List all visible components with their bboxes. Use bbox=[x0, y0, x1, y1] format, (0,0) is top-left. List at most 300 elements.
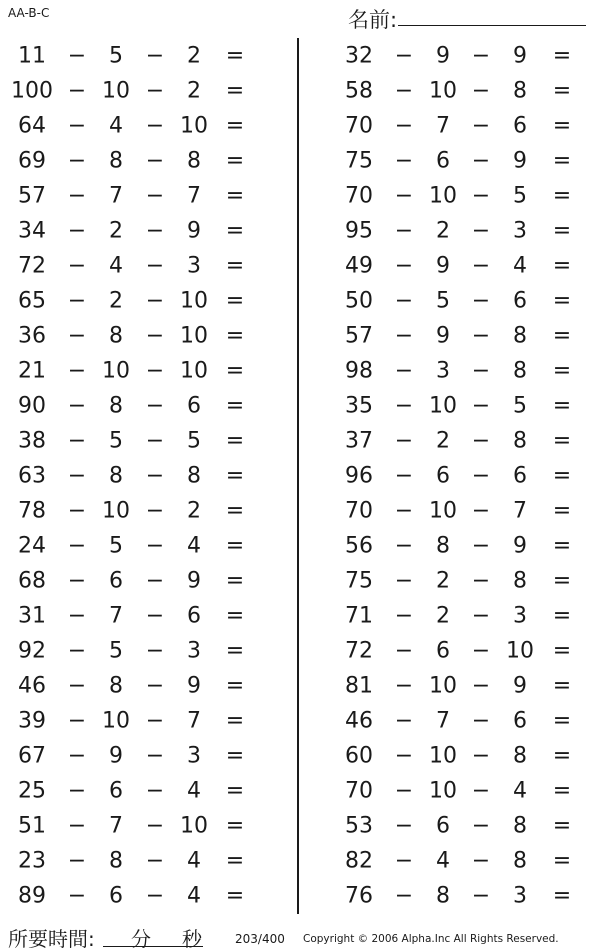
minuend: 58 bbox=[345, 78, 373, 103]
equals-sign: = bbox=[552, 113, 572, 138]
equals-sign: = bbox=[225, 253, 245, 278]
equals-sign: = bbox=[225, 148, 245, 173]
subtrahend-1: 10 bbox=[429, 393, 457, 418]
minuend: 95 bbox=[345, 218, 373, 243]
subtrahend-2: 4 bbox=[513, 253, 527, 278]
equals-sign: = bbox=[552, 673, 572, 698]
minus-sign: − bbox=[394, 463, 414, 488]
minus-sign: − bbox=[67, 568, 87, 593]
minuend: 11 bbox=[18, 43, 46, 68]
minus-sign: − bbox=[145, 568, 165, 593]
minus-sign: − bbox=[145, 463, 165, 488]
problem-row bbox=[298, 773, 593, 808]
equals-sign: = bbox=[552, 253, 572, 278]
subtrahend-1: 3 bbox=[436, 358, 450, 383]
minus-sign: − bbox=[145, 708, 165, 733]
minus-sign: − bbox=[145, 148, 165, 173]
equals-sign: = bbox=[552, 358, 572, 383]
subtrahend-2: 10 bbox=[180, 358, 208, 383]
equals-sign: = bbox=[552, 148, 572, 173]
minus-sign: − bbox=[471, 638, 491, 663]
minuend: 75 bbox=[345, 568, 373, 593]
equals-sign: = bbox=[552, 498, 572, 523]
subtrahend-2: 8 bbox=[513, 323, 527, 348]
subtrahend-2: 6 bbox=[513, 288, 527, 313]
subtrahend-1: 4 bbox=[109, 253, 123, 278]
minuend: 78 bbox=[18, 498, 46, 523]
minuend: 50 bbox=[345, 288, 373, 313]
minus-sign: − bbox=[67, 218, 87, 243]
subtrahend-2: 3 bbox=[513, 218, 527, 243]
subtrahend-1: 10 bbox=[102, 708, 130, 733]
minuend: 21 bbox=[18, 358, 46, 383]
problem-row bbox=[0, 353, 295, 388]
equals-sign: = bbox=[225, 813, 245, 838]
minus-sign: − bbox=[67, 603, 87, 628]
equals-sign: = bbox=[552, 883, 572, 908]
subtrahend-2: 7 bbox=[513, 498, 527, 523]
equals-sign: = bbox=[225, 603, 245, 628]
minus-sign: − bbox=[471, 603, 491, 628]
subtrahend-1: 10 bbox=[429, 673, 457, 698]
subtrahend-1: 4 bbox=[109, 113, 123, 138]
minuend: 70 bbox=[345, 113, 373, 138]
problem-row bbox=[0, 878, 295, 913]
minus-sign: − bbox=[471, 883, 491, 908]
subtrahend-2: 4 bbox=[187, 778, 201, 803]
subtrahend-1: 8 bbox=[436, 883, 450, 908]
minus-sign: − bbox=[394, 498, 414, 523]
equals-sign: = bbox=[225, 463, 245, 488]
subtrahend-2: 5 bbox=[187, 428, 201, 453]
subtrahend-1: 7 bbox=[109, 603, 123, 628]
problem-row bbox=[298, 73, 593, 108]
subtrahend-1: 9 bbox=[436, 253, 450, 278]
subtrahend-2: 5 bbox=[513, 393, 527, 418]
minus-sign: − bbox=[394, 218, 414, 243]
problem-row bbox=[0, 38, 295, 73]
problem-row bbox=[0, 843, 295, 878]
problem-row bbox=[0, 108, 295, 143]
subtrahend-2: 9 bbox=[513, 43, 527, 68]
subtrahend-1: 10 bbox=[429, 778, 457, 803]
minus-sign: − bbox=[471, 813, 491, 838]
subtrahend-1: 10 bbox=[429, 183, 457, 208]
subtrahend-1: 7 bbox=[436, 113, 450, 138]
minus-sign: − bbox=[67, 638, 87, 663]
minuend: 70 bbox=[345, 778, 373, 803]
minus-sign: − bbox=[145, 253, 165, 278]
subtrahend-1: 10 bbox=[429, 78, 457, 103]
subtrahend-2: 5 bbox=[513, 183, 527, 208]
subtrahend-2: 4 bbox=[187, 883, 201, 908]
subtrahend-1: 10 bbox=[102, 78, 130, 103]
equals-sign: = bbox=[225, 883, 245, 908]
page-number: 203/400 bbox=[235, 932, 285, 946]
subtrahend-2: 2 bbox=[187, 78, 201, 103]
subtrahend-2: 7 bbox=[187, 183, 201, 208]
problem-row bbox=[298, 843, 593, 878]
problem-row bbox=[0, 213, 295, 248]
subtrahend-1: 10 bbox=[429, 498, 457, 523]
minuend: 49 bbox=[345, 253, 373, 278]
subtrahend-2: 6 bbox=[513, 113, 527, 138]
subtrahend-2: 9 bbox=[513, 533, 527, 558]
minus-sign: − bbox=[394, 43, 414, 68]
problem-row bbox=[298, 563, 593, 598]
minus-sign: − bbox=[471, 568, 491, 593]
minuend: 57 bbox=[345, 323, 373, 348]
equals-sign: = bbox=[225, 183, 245, 208]
subtrahend-1: 5 bbox=[109, 533, 123, 558]
minus-sign: − bbox=[67, 288, 87, 313]
equals-sign: = bbox=[552, 533, 572, 558]
subtrahend-1: 6 bbox=[109, 568, 123, 593]
equals-sign: = bbox=[552, 218, 572, 243]
subtrahend-2: 2 bbox=[187, 498, 201, 523]
problem-row bbox=[0, 178, 295, 213]
equals-sign: = bbox=[225, 848, 245, 873]
minuend: 96 bbox=[345, 463, 373, 488]
equals-sign: = bbox=[552, 393, 572, 418]
equals-sign: = bbox=[552, 638, 572, 663]
equals-sign: = bbox=[225, 743, 245, 768]
problem-row bbox=[298, 738, 593, 773]
minuend: 89 bbox=[18, 883, 46, 908]
problem-row bbox=[0, 773, 295, 808]
subtrahend-2: 4 bbox=[187, 533, 201, 558]
minus-sign: − bbox=[394, 183, 414, 208]
minus-sign: − bbox=[145, 533, 165, 558]
minuend: 24 bbox=[18, 533, 46, 558]
equals-sign: = bbox=[552, 43, 572, 68]
minus-sign: − bbox=[394, 253, 414, 278]
subtrahend-1: 9 bbox=[436, 323, 450, 348]
left-problem-column bbox=[0, 38, 295, 913]
minuend: 64 bbox=[18, 113, 46, 138]
minuend: 46 bbox=[18, 673, 46, 698]
subtrahend-2: 9 bbox=[513, 673, 527, 698]
subtrahend-1: 2 bbox=[436, 568, 450, 593]
minus-sign: − bbox=[145, 428, 165, 453]
minus-sign: − bbox=[394, 113, 414, 138]
minutes-label: 分 bbox=[131, 927, 151, 951]
subtrahend-2: 7 bbox=[187, 708, 201, 733]
equals-sign: = bbox=[552, 568, 572, 593]
equals-sign: = bbox=[225, 78, 245, 103]
minuend: 75 bbox=[345, 148, 373, 173]
minus-sign: − bbox=[145, 743, 165, 768]
minus-sign: − bbox=[471, 708, 491, 733]
name-blank-line bbox=[398, 25, 586, 26]
minuend: 65 bbox=[18, 288, 46, 313]
minus-sign: − bbox=[394, 708, 414, 733]
minuend: 46 bbox=[345, 708, 373, 733]
minuend: 72 bbox=[345, 638, 373, 663]
subtrahend-1: 10 bbox=[102, 498, 130, 523]
problem-row bbox=[0, 808, 295, 843]
problem-row bbox=[0, 493, 295, 528]
minus-sign: − bbox=[471, 113, 491, 138]
subtrahend-2: 3 bbox=[513, 883, 527, 908]
subtrahend-2: 10 bbox=[180, 323, 208, 348]
minuend: 32 bbox=[345, 43, 373, 68]
subtrahend-2: 3 bbox=[187, 253, 201, 278]
problem-row bbox=[0, 423, 295, 458]
subtrahend-1: 2 bbox=[436, 428, 450, 453]
minus-sign: − bbox=[145, 638, 165, 663]
subtrahend-1: 5 bbox=[109, 638, 123, 663]
minus-sign: − bbox=[145, 358, 165, 383]
subtrahend-1: 5 bbox=[436, 288, 450, 313]
problem-row bbox=[0, 388, 295, 423]
problem-row bbox=[298, 668, 593, 703]
minus-sign: − bbox=[145, 603, 165, 628]
problem-row bbox=[0, 283, 295, 318]
problem-row bbox=[0, 738, 295, 773]
subtrahend-2: 9 bbox=[513, 148, 527, 173]
minuend: 68 bbox=[18, 568, 46, 593]
subtrahend-2: 8 bbox=[513, 743, 527, 768]
minus-sign: − bbox=[471, 533, 491, 558]
minus-sign: − bbox=[145, 78, 165, 103]
problem-row bbox=[0, 458, 295, 493]
equals-sign: = bbox=[552, 708, 572, 733]
minus-sign: − bbox=[471, 43, 491, 68]
subtrahend-2: 9 bbox=[187, 218, 201, 243]
problem-row bbox=[0, 143, 295, 178]
minus-sign: − bbox=[394, 743, 414, 768]
right-problem-column bbox=[298, 38, 593, 913]
minus-sign: − bbox=[145, 498, 165, 523]
subtrahend-1: 6 bbox=[436, 463, 450, 488]
equals-sign: = bbox=[552, 428, 572, 453]
subtrahend-1: 8 bbox=[109, 463, 123, 488]
subtrahend-2: 8 bbox=[187, 463, 201, 488]
subtrahend-1: 2 bbox=[436, 603, 450, 628]
minus-sign: − bbox=[145, 218, 165, 243]
minus-sign: − bbox=[471, 393, 491, 418]
minus-sign: − bbox=[471, 743, 491, 768]
subtrahend-1: 8 bbox=[109, 393, 123, 418]
problem-row bbox=[298, 528, 593, 563]
minuend: 71 bbox=[345, 603, 373, 628]
minuend: 31 bbox=[18, 603, 46, 628]
subtrahend-2: 8 bbox=[513, 848, 527, 873]
equals-sign: = bbox=[225, 393, 245, 418]
minus-sign: − bbox=[145, 323, 165, 348]
minus-sign: − bbox=[394, 323, 414, 348]
minuend: 70 bbox=[345, 183, 373, 208]
minuend: 69 bbox=[18, 148, 46, 173]
equals-sign: = bbox=[552, 813, 572, 838]
problem-row bbox=[298, 878, 593, 913]
minuend: 98 bbox=[345, 358, 373, 383]
minus-sign: − bbox=[145, 183, 165, 208]
equals-sign: = bbox=[225, 428, 245, 453]
subtrahend-2: 10 bbox=[180, 288, 208, 313]
problem-row bbox=[298, 283, 593, 318]
minuend: 81 bbox=[345, 673, 373, 698]
minus-sign: − bbox=[394, 778, 414, 803]
minus-sign: − bbox=[145, 848, 165, 873]
minus-sign: − bbox=[67, 883, 87, 908]
problem-row bbox=[0, 73, 295, 108]
equals-sign: = bbox=[552, 743, 572, 768]
subtrahend-1: 10 bbox=[102, 358, 130, 383]
equals-sign: = bbox=[225, 43, 245, 68]
minuend: 92 bbox=[18, 638, 46, 663]
minuend: 51 bbox=[18, 813, 46, 838]
subtrahend-1: 8 bbox=[436, 533, 450, 558]
minuend: 60 bbox=[345, 743, 373, 768]
problem-row bbox=[298, 213, 593, 248]
problem-row bbox=[298, 633, 593, 668]
minus-sign: − bbox=[145, 883, 165, 908]
minus-sign: − bbox=[145, 288, 165, 313]
problem-row bbox=[298, 703, 593, 738]
subtrahend-1: 2 bbox=[109, 288, 123, 313]
minuend: 70 bbox=[345, 498, 373, 523]
subtrahend-2: 8 bbox=[513, 568, 527, 593]
subtrahend-2: 9 bbox=[187, 673, 201, 698]
minuend: 34 bbox=[18, 218, 46, 243]
minus-sign: − bbox=[394, 603, 414, 628]
name-label: 名前: bbox=[348, 8, 398, 32]
minuend: 57 bbox=[18, 183, 46, 208]
subtrahend-1: 4 bbox=[436, 848, 450, 873]
subtrahend-2: 3 bbox=[187, 743, 201, 768]
minus-sign: − bbox=[67, 813, 87, 838]
minus-sign: − bbox=[145, 778, 165, 803]
problem-row bbox=[0, 563, 295, 598]
equals-sign: = bbox=[552, 78, 572, 103]
minus-sign: − bbox=[471, 253, 491, 278]
minus-sign: − bbox=[394, 78, 414, 103]
minus-sign: − bbox=[471, 78, 491, 103]
subtrahend-1: 7 bbox=[436, 708, 450, 733]
minuend: 82 bbox=[345, 848, 373, 873]
equals-sign: = bbox=[225, 288, 245, 313]
subtrahend-2: 8 bbox=[187, 148, 201, 173]
minuend: 35 bbox=[345, 393, 373, 418]
minus-sign: − bbox=[145, 813, 165, 838]
subtrahend-1: 8 bbox=[109, 148, 123, 173]
minus-sign: − bbox=[394, 288, 414, 313]
minus-sign: − bbox=[67, 778, 87, 803]
equals-sign: = bbox=[225, 218, 245, 243]
problem-row bbox=[0, 598, 295, 633]
minus-sign: − bbox=[394, 148, 414, 173]
problem-row bbox=[298, 38, 593, 73]
worksheet-code: AA-B-C bbox=[8, 6, 50, 20]
minus-sign: − bbox=[67, 463, 87, 488]
minuend: 25 bbox=[18, 778, 46, 803]
subtrahend-2: 3 bbox=[513, 603, 527, 628]
equals-sign: = bbox=[225, 638, 245, 663]
problem-row bbox=[0, 528, 295, 563]
minus-sign: − bbox=[394, 568, 414, 593]
minus-sign: − bbox=[471, 148, 491, 173]
minus-sign: − bbox=[471, 778, 491, 803]
problem-row bbox=[0, 318, 295, 353]
subtrahend-1: 6 bbox=[436, 813, 450, 838]
subtrahend-2: 8 bbox=[513, 813, 527, 838]
equals-sign: = bbox=[225, 568, 245, 593]
subtrahend-2: 2 bbox=[187, 43, 201, 68]
minus-sign: − bbox=[67, 43, 87, 68]
subtrahend-1: 2 bbox=[436, 218, 450, 243]
time-required-label: 所要時間: bbox=[8, 927, 95, 951]
minus-sign: − bbox=[145, 393, 165, 418]
equals-sign: = bbox=[225, 533, 245, 558]
minus-sign: − bbox=[471, 428, 491, 453]
minus-sign: − bbox=[394, 638, 414, 663]
problem-row bbox=[298, 178, 593, 213]
minus-sign: − bbox=[394, 673, 414, 698]
subtrahend-1: 8 bbox=[109, 848, 123, 873]
subtrahend-1: 6 bbox=[109, 778, 123, 803]
minus-sign: − bbox=[67, 673, 87, 698]
minuend: 67 bbox=[18, 743, 46, 768]
subtrahend-2: 3 bbox=[187, 638, 201, 663]
problem-row bbox=[298, 353, 593, 388]
subtrahend-2: 8 bbox=[513, 428, 527, 453]
problem-row bbox=[0, 668, 295, 703]
subtrahend-1: 5 bbox=[109, 428, 123, 453]
equals-sign: = bbox=[552, 603, 572, 628]
minus-sign: − bbox=[67, 113, 87, 138]
minuend: 56 bbox=[345, 533, 373, 558]
subtrahend-1: 7 bbox=[109, 813, 123, 838]
minuend: 38 bbox=[18, 428, 46, 453]
subtrahend-2: 6 bbox=[513, 708, 527, 733]
minus-sign: − bbox=[67, 428, 87, 453]
subtrahend-1: 5 bbox=[109, 43, 123, 68]
problem-row bbox=[0, 703, 295, 738]
minus-sign: − bbox=[471, 323, 491, 348]
minuend: 23 bbox=[18, 848, 46, 873]
minuend: 39 bbox=[18, 708, 46, 733]
subtrahend-1: 6 bbox=[109, 883, 123, 908]
minus-sign: − bbox=[67, 393, 87, 418]
minus-sign: − bbox=[145, 113, 165, 138]
seconds-label: 秒 bbox=[182, 927, 202, 951]
minus-sign: − bbox=[471, 498, 491, 523]
subtrahend-1: 8 bbox=[109, 323, 123, 348]
problem-row bbox=[0, 248, 295, 283]
minus-sign: − bbox=[145, 673, 165, 698]
subtrahend-2: 6 bbox=[187, 603, 201, 628]
equals-sign: = bbox=[552, 183, 572, 208]
minus-sign: − bbox=[67, 78, 87, 103]
minus-sign: − bbox=[67, 743, 87, 768]
equals-sign: = bbox=[225, 323, 245, 348]
minuend: 37 bbox=[345, 428, 373, 453]
minuend: 53 bbox=[345, 813, 373, 838]
minus-sign: − bbox=[471, 288, 491, 313]
equals-sign: = bbox=[225, 778, 245, 803]
minuend: 63 bbox=[18, 463, 46, 488]
problem-row bbox=[298, 808, 593, 843]
subtrahend-1: 9 bbox=[109, 743, 123, 768]
equals-sign: = bbox=[552, 848, 572, 873]
minus-sign: − bbox=[67, 708, 87, 733]
subtrahend-2: 10 bbox=[180, 113, 208, 138]
subtrahend-2: 8 bbox=[513, 78, 527, 103]
equals-sign: = bbox=[552, 778, 572, 803]
subtrahend-1: 9 bbox=[436, 43, 450, 68]
